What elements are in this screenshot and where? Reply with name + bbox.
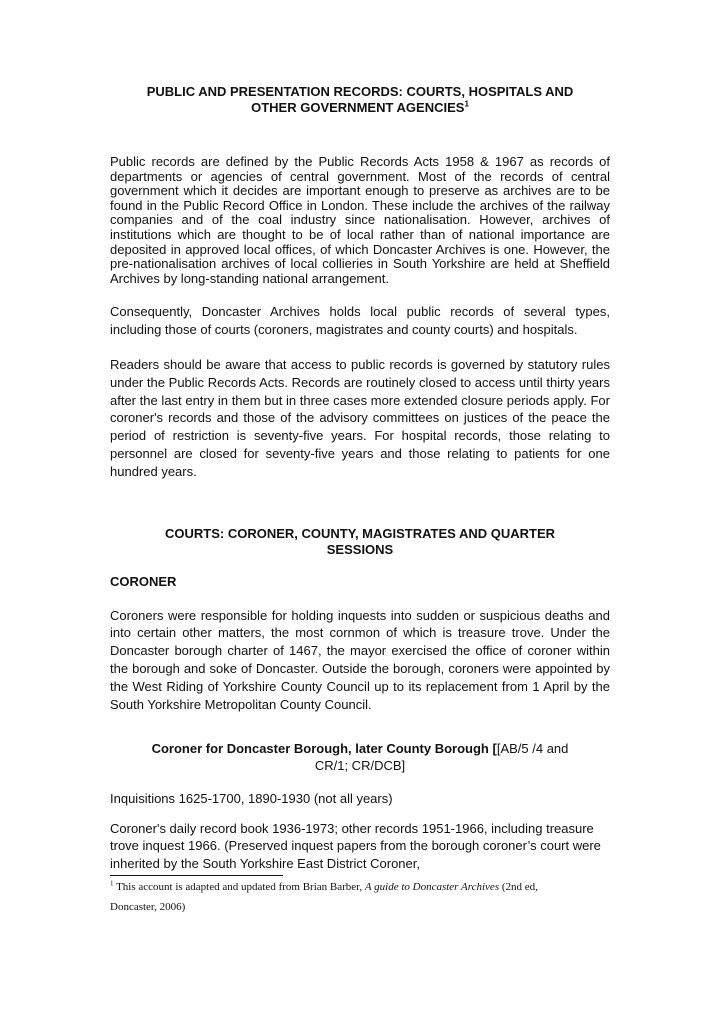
title-footnote-mark[interactable]: 1 bbox=[464, 99, 469, 109]
coroner-paragraph: Coroners were responsible for holding inquests into sudden or suspicious deaths and into certain other matters, the most cornmon of which is treasure trove. Under the Doncaster borough charter of 1467, the mayor exercised the office of coroner within the borough and soke of Doncaster. Outside the borough, coroners were appointed by the West Riding of Yorkshire County Council up to its replacement from 1 April by the South Yorkshire Metropolitan County Council. bbox=[110, 607, 610, 712]
footnote bbox=[110, 877, 610, 917]
footnote-mark: 1 bbox=[110, 879, 114, 888]
courts-heading bbox=[110, 526, 610, 558]
title-line-1: PUBLIC AND PRESENTATION RECORDS: COURTS, HOSPITALS AND bbox=[146, 84, 574, 99]
intro-paragraph-2: Consequently, Doncaster Archives holds local public records of several types, including those of courts (coroners, magistrates and county courts) and hospitals. bbox=[110, 304, 610, 338]
title-line-2: OTHER GOVERNMENT AGENCIES bbox=[251, 100, 465, 115]
borough-heading-bold: Coroner for Doncaster Borough, later County Borough [ bbox=[151, 741, 497, 757]
coroner-heading: CORONER bbox=[110, 573, 177, 589]
borough-heading-ref-1: [AB/5 /4 and bbox=[496, 741, 569, 757]
footnote-text-before: This account is adapted and updated from Brian Barber, bbox=[116, 881, 363, 894]
footnote-book-title: A guide to Doncaster Archives bbox=[364, 881, 500, 894]
borough-heading-ref-2: CR/1; CR/DCB] bbox=[314, 758, 406, 774]
daily-record-paragraph: Coroner's daily record book 1936-1973; other records 1951-1966, including treasure trove inquest 1966. (Preserved inquest papers from the borough coroner’s court were inherited by the South Yorkshire East District Coroner, bbox=[110, 820, 601, 871]
document-title bbox=[110, 84, 610, 116]
document-page bbox=[110, 84, 610, 917]
courts-heading-line-1: COURTS: CORONER, COUNTY, MAGISTRATES AND QUARTER bbox=[165, 525, 555, 541]
footnote-text-after: (2nd ed, bbox=[501, 881, 538, 894]
footnote-line-2: Doncaster, 2006) bbox=[110, 901, 186, 914]
intro-paragraph-1: Public records are defined by the Public Records Acts 1958 & 1967 as records of departments or agencies of central government. Most of the records of central government which it decides are important enough to preserve as archives are to be found in the Public Record Office in London. These include the archives of the railway companies and of the coal industry since nationalisation. However, archives of institutions which are thought to be of local rather than of national importance are deposited in approved local offices, of which Doncaster Archives is one. However, the pre-nationalisation archives of local collieries in South Yorkshire are held at Sheffield Archives by long-standing national arrangement. bbox=[110, 154, 610, 286]
borough-coroner-heading bbox=[110, 740, 610, 774]
inquisitions-line: Inquisitions 1625-1700, 1890-1930 (not all years) bbox=[110, 791, 393, 807]
intro-paragraph-3: Readers should be aware that access to public records is governed by statutory rules under the Public Records Acts. Records are routinely closed to access until thirty years after the last entry in them but in three cases more extended closure periods apply. For coroner's records and those of the advisory committees on justices of the peace the period of restriction is seventy-five years. For hospital records, those relating to personnel are closed for seventy-five years and those relating to patients for one hundred years. bbox=[110, 356, 610, 479]
courts-heading-line-2: SESSIONS bbox=[326, 541, 394, 557]
